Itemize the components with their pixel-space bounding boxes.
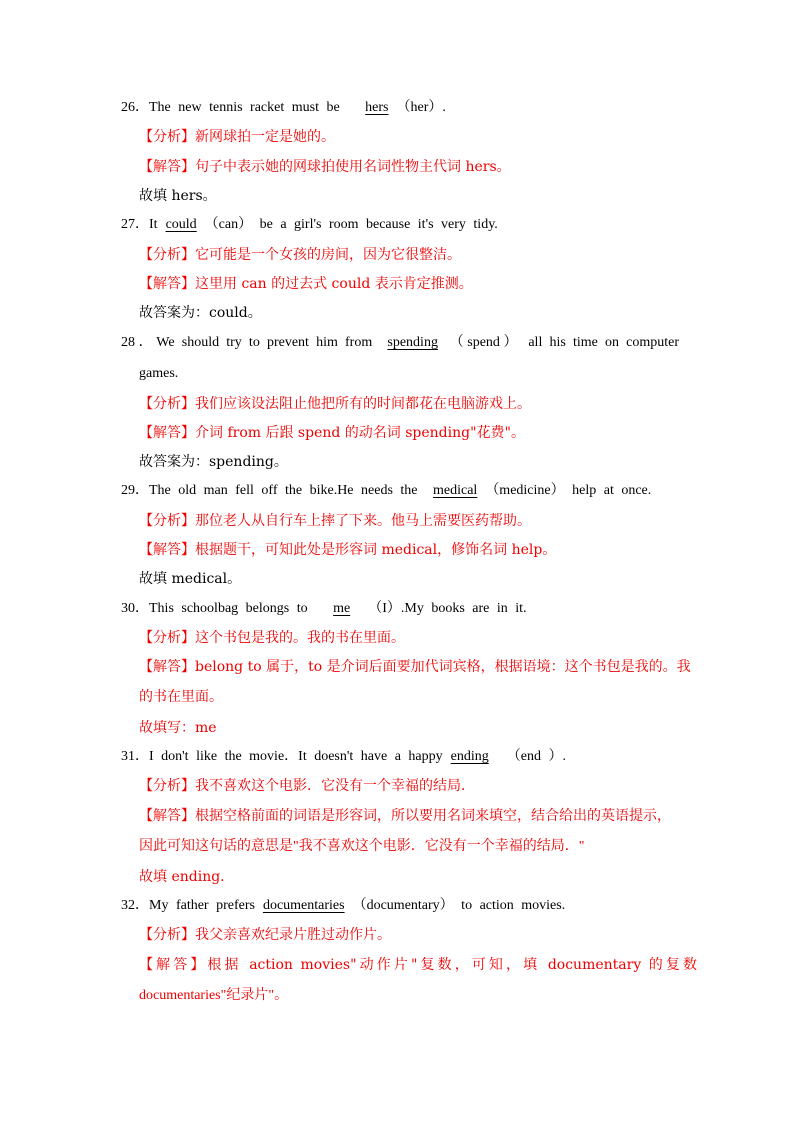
conclusion-27: 故答案为：could。 [139, 305, 262, 321]
question-29 [121, 481, 651, 501]
solution-30: 【解答】belong to 属于，to 是介词后面要加代词宾格，根据语境：这个书包是我的。我 [139, 659, 691, 675]
question-number: 30． [121, 601, 149, 616]
solution-28: 【解答】介词 from 后跟 spend 的动名词 spending"花费"。 [139, 425, 525, 441]
solution-26: 【解答】句子中表示她的网球拍使用名词性物主代词 hers。 [139, 159, 511, 175]
question-28 [121, 333, 679, 353]
question-text: It [149, 217, 158, 232]
solution-27: 【解答】这里用 can 的过去式 could 表示肯定推测。 [139, 276, 473, 292]
question-number: 27． [121, 217, 149, 232]
solution-32: 【解答】根据 action movies"动作片"复数，可知，填 documentary 的复数 [139, 957, 697, 973]
question-31 [121, 747, 566, 767]
question-hint: （can） be a girl's room because it's very tidy. [204, 217, 498, 232]
conclusion-31: 故填 ending． [139, 869, 235, 885]
solution-30-continuation: 的书在里面。 [139, 690, 223, 705]
question-number: 28． [121, 335, 157, 350]
analysis-30: 【分析】这个书包是我的。我的书在里面。 [139, 630, 405, 646]
question-hint: （documentary） to action movies. [352, 898, 566, 913]
question-number: 29． [121, 483, 149, 498]
solution-32-continuation: documentaries"纪录片"。 [139, 988, 289, 1003]
conclusion-28: 故答案为：spending。 [139, 454, 288, 470]
analysis-27: 【分析】它可能是一个女孩的房间，因为它很整洁。 [139, 247, 461, 263]
answer-blank: me [333, 601, 351, 616]
question-number: 32． [121, 898, 149, 913]
question-30 [121, 599, 527, 619]
question-text: The old man fell off the bike.He needs the [149, 483, 425, 498]
question-text: This schoolbag belongs to [149, 601, 316, 616]
question-hint: （spend） all his time on computer [445, 335, 680, 350]
answer-blank: medical [433, 483, 478, 498]
question-hint: （I）.My books are in it. [368, 601, 527, 616]
answer-blank: hers [365, 100, 389, 115]
analysis-26: 【分析】新网球拍一定是她的。 [139, 129, 335, 145]
answer-blank: could [165, 217, 197, 232]
conclusion-29: 故填 medical。 [139, 571, 242, 587]
question-text: We should try to prevent him from [156, 335, 380, 350]
analysis-29: 【分析】那位老人从自行车上摔了下来。他马上需要医药帮助。 [139, 513, 531, 529]
question-28-continuation: games. [139, 366, 179, 381]
answer-blank: ending [450, 749, 489, 764]
question-number: 31． [121, 749, 149, 764]
question-text: The new tennis racket must be [149, 100, 348, 115]
conclusion-30: 故填写：me [139, 720, 217, 736]
solution-31: 【解答】根据空格前面的词语是形容词，所以要用名词来填空，结合给出的英语提示， [139, 808, 671, 824]
answer-blank: documentaries [262, 898, 345, 913]
question-hint: （her）. [396, 100, 446, 115]
question-hint: （medicine） help at once. [485, 483, 652, 498]
question-hint: （end ）. [506, 749, 566, 764]
question-32 [121, 896, 565, 916]
question-text: I don't like the movie．It doesn't have a happy [149, 749, 443, 764]
solution-29: 【解答】根据题干，可知此处是形容词 medical，修饰名词 help。 [139, 542, 557, 558]
question-27 [121, 215, 498, 235]
question-number: 26． [121, 100, 149, 115]
solution-31-continuation: 因此可知这句话的意思是"我不喜欢这个电影．它没有一个幸福的结局．" [139, 839, 585, 854]
question-text: My father prefers [149, 898, 255, 913]
analysis-28: 【分析】我们应该设法阻止他把所有的时间都花在电脑游戏上。 [139, 396, 531, 412]
conclusion-26: 故填 hers。 [139, 188, 217, 204]
question-26 [121, 98, 446, 118]
answer-blank: spending [387, 335, 438, 350]
analysis-31: 【分析】我不喜欢这个电影．它没有一个幸福的结局． [139, 778, 475, 794]
analysis-32: 【分析】我父亲喜欢纪录片胜过动作片。 [139, 927, 391, 943]
